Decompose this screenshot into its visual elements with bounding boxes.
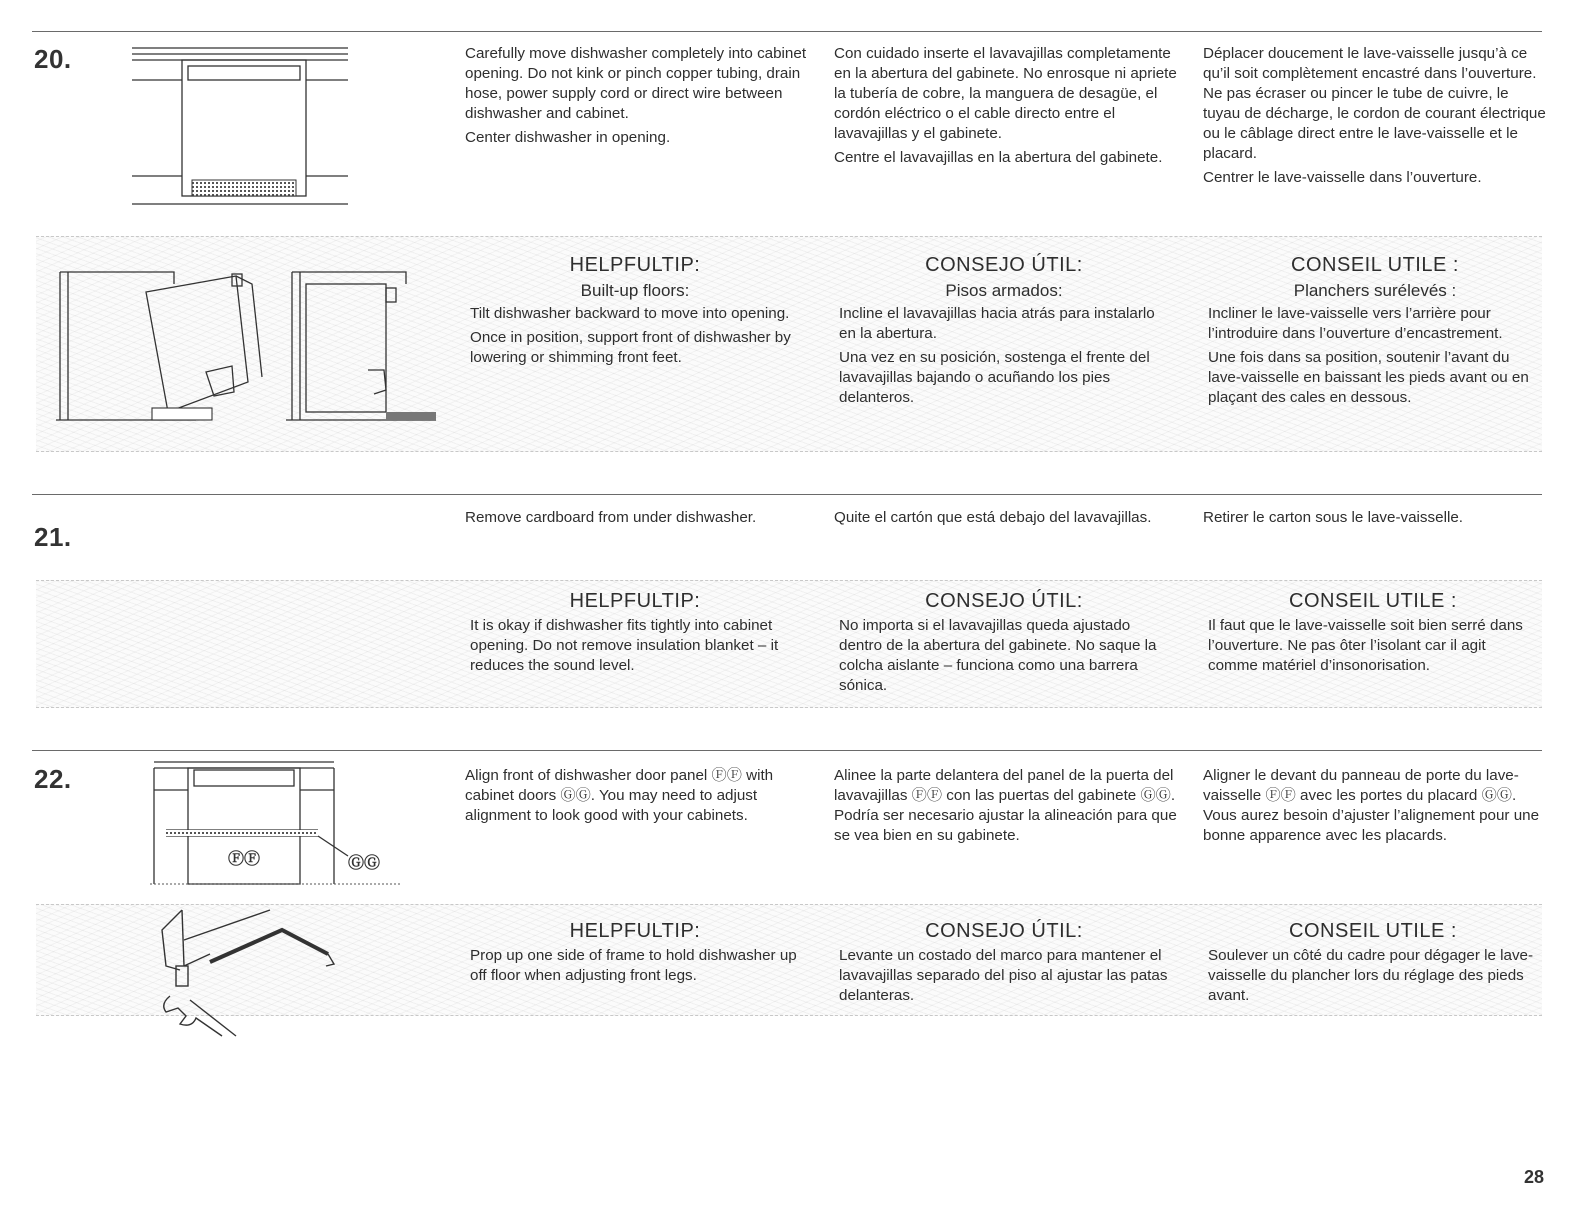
- step-21-spanish-line-1: Quite el cartón que está debajo del lavavajillas.: [834, 509, 1152, 526]
- step-22-english-line-1: Align front of dishwasher door panel ⒻⒻ with cabinet doors ⒼⒼ. You may need to adjust alignment to look good with your cabinets.: [465, 767, 774, 824]
- step-20-tip-english-line-2: Once in position, support front of dishwasher by lowering or shimming front feet.: [470, 329, 791, 366]
- step-22-english: [465, 766, 810, 830]
- step-20-english: [465, 44, 810, 152]
- step-22-spanish: [834, 766, 1179, 850]
- step-20-tip-spanish: [839, 252, 1169, 412]
- step-22-tip-french: [1208, 918, 1538, 1010]
- step-22-tip-english: [470, 918, 800, 990]
- step-20-tip-spanish-subheading: Pisos armados:: [945, 281, 1063, 300]
- step-20-spanish: [834, 44, 1179, 172]
- step-20-tip-french-subheading: Planchers surélevés :: [1293, 281, 1457, 300]
- step-22-tip-english-heading: HELPFULTIP:: [569, 920, 701, 942]
- step-20-tip-english-subheading: Built-up floors:: [580, 281, 690, 300]
- step-22-tip-spanish: [839, 918, 1169, 1010]
- step-20-tip-french: [1208, 252, 1542, 412]
- step-21-english-line-1: Remove cardboard from under dishwasher.: [465, 509, 757, 526]
- step-20-french: [1203, 44, 1548, 192]
- step-22-spanish-line-1: Alinee la parte delantera del panel de la puerta del lavavajillas ⒻⒻ con las puertas del gabinete ⒼⒼ. Podría ser necesario ajustar la alineación para que se vea bien en su gabinete.: [834, 767, 1177, 844]
- step-20-dishwasher-illustration: [128, 46, 352, 208]
- step-21-english: [465, 508, 810, 532]
- step-21-tip-english: [470, 588, 800, 680]
- step-21-number: 21.: [34, 522, 72, 552]
- step-22-tip-french-line-1: Soulever un côté du cadre pour dégager le lave-vaisselle du plancher lors du réglage des pieds avant.: [1208, 947, 1534, 1004]
- step-20-tip-french-heading: CONSEIL UTILE :: [1291, 254, 1459, 276]
- step-20-french-line-1: Déplacer doucement le lave-vaisselle jusqu’à ce qu’il soit complètement encastré dans l’ouverture. Ne pas écraser ou pincer le tube de cuivre, le tuyau de décharge, le cordon de courant électrique ou le câblage direct entre le lave-vaisselle et le placard.: [1203, 45, 1546, 162]
- step-20-spanish-line-1: Con cuidado inserte el lavavajillas completamente en la abertura del gabinete. No enrosque ni apriete la tubería de cobre, la manguera de desagüe, el cordón eléctrico o el cable directo entre el lavavajillas y el gabinete.: [834, 45, 1177, 142]
- step-20-tip-french-line-2: Une fois dans sa position, soutenir l’avant du lave-vaisselle en baissant les pieds avant ou en plaçant des cales en dessous.: [1208, 349, 1529, 406]
- step-20-french-line-2: Centrer le lave-vaisselle dans l’ouverture.: [1203, 169, 1482, 186]
- step-22-french: [1203, 766, 1548, 850]
- step-22-tip-spanish-line-1: Levante un costado del marco para mantener el lavavajillas separado del piso al ajustar las patas delanteras.: [839, 947, 1168, 1004]
- step-21-spanish: [834, 508, 1179, 532]
- step-20-tip-spanish-line-2: Una vez en su posición, sostenga el frente del lavavajillas bajando o acuñando los pies delanteros.: [839, 349, 1150, 406]
- step-20-tip-english-line-1: Tilt dishwasher backward to move into opening.: [470, 305, 790, 322]
- step-20-tip-spanish-heading: CONSEJO ÚTIL:: [925, 254, 1083, 276]
- step-21-tip-spanish-line-1: No importa si el lavavajillas queda ajustado dentro de la abertura del gabinete. No saque la colcha aislante – funciona como una barrera sónica.: [839, 617, 1157, 694]
- step-21-tip-french: [1208, 588, 1538, 680]
- step-20-english-line-2: Center dishwasher in opening.: [465, 129, 671, 146]
- step-22-door-panel-illustration: [150, 760, 400, 892]
- step-22-number: 22.: [34, 764, 72, 794]
- step-21-french-line-1: Retirer le carton sous le lave-vaisselle.: [1203, 509, 1463, 526]
- step-20-spanish-line-2: Centre el lavavajillas en la abertura del gabinete.: [834, 149, 1163, 166]
- adjusting-front-legs-illustration: [150, 900, 390, 1036]
- step-21-tip-english-line-1: It is okay if dishwasher fits tightly into cabinet opening. Do not remove insulation blanket – it reduces the sound level.: [470, 617, 779, 674]
- page-number: 28: [1523, 1167, 1544, 1187]
- step-22-french-line-1: Aligner le devant du panneau de porte du lave-vaisselle ⒻⒻ avec les portes du placard ⒼⒼ. Vous aurez besoin d’ajuster l’alignement pour une bonne apparence avec les placards.: [1203, 767, 1540, 844]
- step-21-tip-french-line-1: Il faut que le lave-vaisselle soit bien serré dans l’ouverture. Ne pas ôter l’isolant car il agit comme matériel d’insonorisation.: [1208, 617, 1523, 674]
- step-22-rule: [32, 750, 1542, 751]
- step-20-tip-english: [470, 252, 800, 372]
- step-20-tip-spanish-line-1: Incline el lavavajillas hacia atrás para instalarlo en la abertura.: [839, 305, 1155, 342]
- step-21-tip-english-heading: HELPFULTIP:: [569, 590, 701, 612]
- step-21-rule: [32, 494, 1542, 495]
- step-20-tilted-dishwasher-illustration: [56, 262, 436, 422]
- step-22-tip-french-heading: CONSEIL UTILE :: [1289, 920, 1457, 942]
- door-panel-callout: ⒻⒻ: [228, 851, 261, 868]
- step-20-tip-french-line-1: Incliner le lave-vaisselle vers l’arrière pour l’introduire dans l’ouverture d’encastrement.: [1208, 305, 1503, 342]
- step-22-tip-spanish-heading: CONSEJO ÚTIL:: [925, 920, 1083, 942]
- step-21-tip-french-heading: CONSEIL UTILE :: [1289, 590, 1457, 612]
- step-20-tip-english-heading: HELPFULTIP:: [569, 254, 701, 276]
- step-21-tip-spanish-heading: CONSEJO ÚTIL:: [925, 590, 1083, 612]
- step-21-tip-spanish: [839, 588, 1169, 700]
- step-22-tip-english-line-1: Prop up one side of frame to hold dishwasher up off floor when adjusting front legs.: [470, 947, 797, 984]
- step-21-french: [1203, 508, 1548, 532]
- top-rule: [32, 31, 1542, 32]
- step-20-number: 20.: [34, 44, 72, 74]
- cabinet-doors-callout: ⒼⒼ: [348, 855, 381, 872]
- step-20-english-line-1: Carefully move dishwasher completely into cabinet opening. Do not kink or pinch copper tubing, drain hose, power supply cord or direct wire between dishwasher and cabinet.: [465, 45, 807, 122]
